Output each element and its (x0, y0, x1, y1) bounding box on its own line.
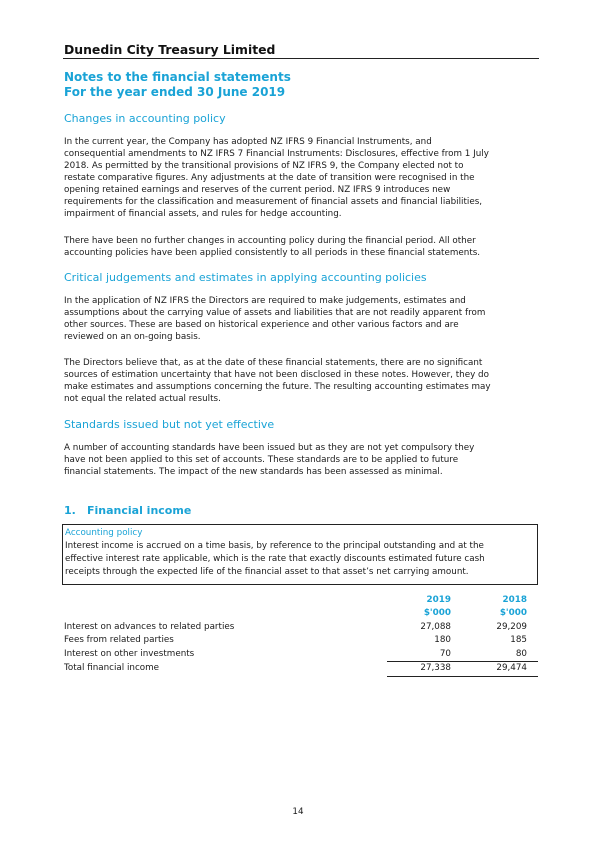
table-cell-2019: 27,088 (420, 622, 451, 632)
note-1-number: 1. (64, 504, 76, 517)
note-1-title: Financial income (87, 504, 192, 517)
text-line: In the current year, the Company has adopted NZ IFRS 9 Financial Instruments, and (64, 137, 432, 147)
text-line: impairment of financial assets, and rules for hedge accounting. (64, 209, 342, 219)
column-year-2019: 2019 (426, 595, 451, 605)
text-line: other sources. These are based on historical experience and other various factors and are (64, 320, 459, 330)
text-line: receipts through the expected life of the financial asset to that asset’s net carrying amount. (65, 567, 469, 577)
accounting-policy-box (62, 524, 538, 585)
text-line: The Directors believe that, as at the date of these financial statements, there are no significant (64, 358, 483, 368)
header-divider (63, 58, 539, 59)
table-cell-2019: 180 (434, 635, 451, 645)
company-name: Dunedin City Treasury Limited (64, 42, 276, 57)
text-line: There have been no further changes in accounting policy during the financial period. All other (64, 236, 476, 246)
notes-title-line2: For the year ended 30 June 2019 (64, 85, 286, 99)
text-line: accounting policies have been applied consistently to all periods in these financial statements. (64, 248, 481, 258)
text-line: consequential amendments to NZ IFRS 7 Financial Instruments: Disclosures, effective from 1 July (64, 149, 489, 159)
text-line: not equal the related actual results. (64, 394, 221, 404)
text-line: A number of accounting standards have been issued but as they are not yet compulsory they (64, 443, 475, 453)
text-line: Interest income is accrued on a time basis, by reference to the principal outstanding and at the (65, 541, 484, 551)
table-cell-2018: 80 (515, 649, 527, 659)
total-cell-2019: 27,338 (420, 663, 451, 673)
text-line: 2018. As permitted by the transitional provisions of NZ IFRS 9, the Company elected not to (64, 161, 464, 171)
notes-title-line1: Notes to the financial statements (64, 70, 291, 84)
total-rule (387, 676, 538, 677)
total-row-label: Total financial income (64, 663, 160, 673)
section-heading-critical-judgements: Critical judgements and estimates in applying accounting policies (64, 271, 427, 284)
text-line: effective interest rate applicable, which is the rate that exactly discounts estimated future cash (65, 554, 485, 564)
table-cell-2019: 70 (439, 649, 451, 659)
changes-paragraph-2 (64, 235, 540, 259)
text-line: requirements for the classification and measurement of financial assets and financial liabilities, (64, 197, 483, 207)
table-row-label: Interest on advances to related parties (64, 622, 235, 632)
table-row-label: Fees from related parties (64, 635, 174, 645)
text-line: assumptions about the carrying value of assets and liabilities that are not readily apparent from (64, 308, 486, 318)
changes-paragraph-1 (64, 136, 540, 220)
text-line: sources of estimation uncertainty that have not been disclosed in these notes. However, they do (64, 370, 489, 380)
table-cell-2018: 29,209 (496, 622, 527, 632)
column-year-2018: 2018 (502, 595, 527, 605)
section-heading-standards: Standards issued but not yet effective (64, 418, 275, 431)
column-unit-2019: $'000 (423, 608, 451, 618)
judgements-paragraph-2 (64, 357, 540, 405)
judgements-paragraph-1 (64, 295, 540, 343)
text-line: have not been applied to this set of accounts. These standards are to be applied to future (64, 455, 459, 465)
notes-title (64, 70, 291, 100)
text-line: reviewed on an on-going basis. (64, 332, 201, 342)
accounting-policy-text (65, 540, 485, 579)
text-line: restate comparative figures. Any adjustments at the date of transition were recognised in the (64, 173, 475, 183)
column-unit-2018: $'000 (499, 608, 527, 618)
subtotal-rule (387, 661, 538, 662)
table-cell-2018: 185 (510, 635, 527, 645)
page-number: 14 (292, 807, 304, 817)
table-row-label: Interest on other investments (64, 649, 195, 659)
standards-paragraph-1 (64, 442, 540, 478)
text-line: opening retained earnings and reserves of the current period. NZ IFRS 9 introduces new (64, 185, 451, 195)
text-line: financial statements. The impact of the new standards has been assessed as minimal. (64, 467, 443, 477)
note-1-heading (64, 504, 191, 517)
text-line: make estimates and assumptions concerning the future. The resulting accounting estimates may (64, 382, 491, 392)
accounting-policy-label: Accounting policy (65, 528, 143, 538)
section-heading-changes: Changes in accounting policy (64, 112, 226, 125)
text-line: In the application of NZ IFRS the Directors are required to make judgements, estimates and (64, 296, 466, 306)
total-cell-2018: 29,474 (496, 663, 527, 673)
